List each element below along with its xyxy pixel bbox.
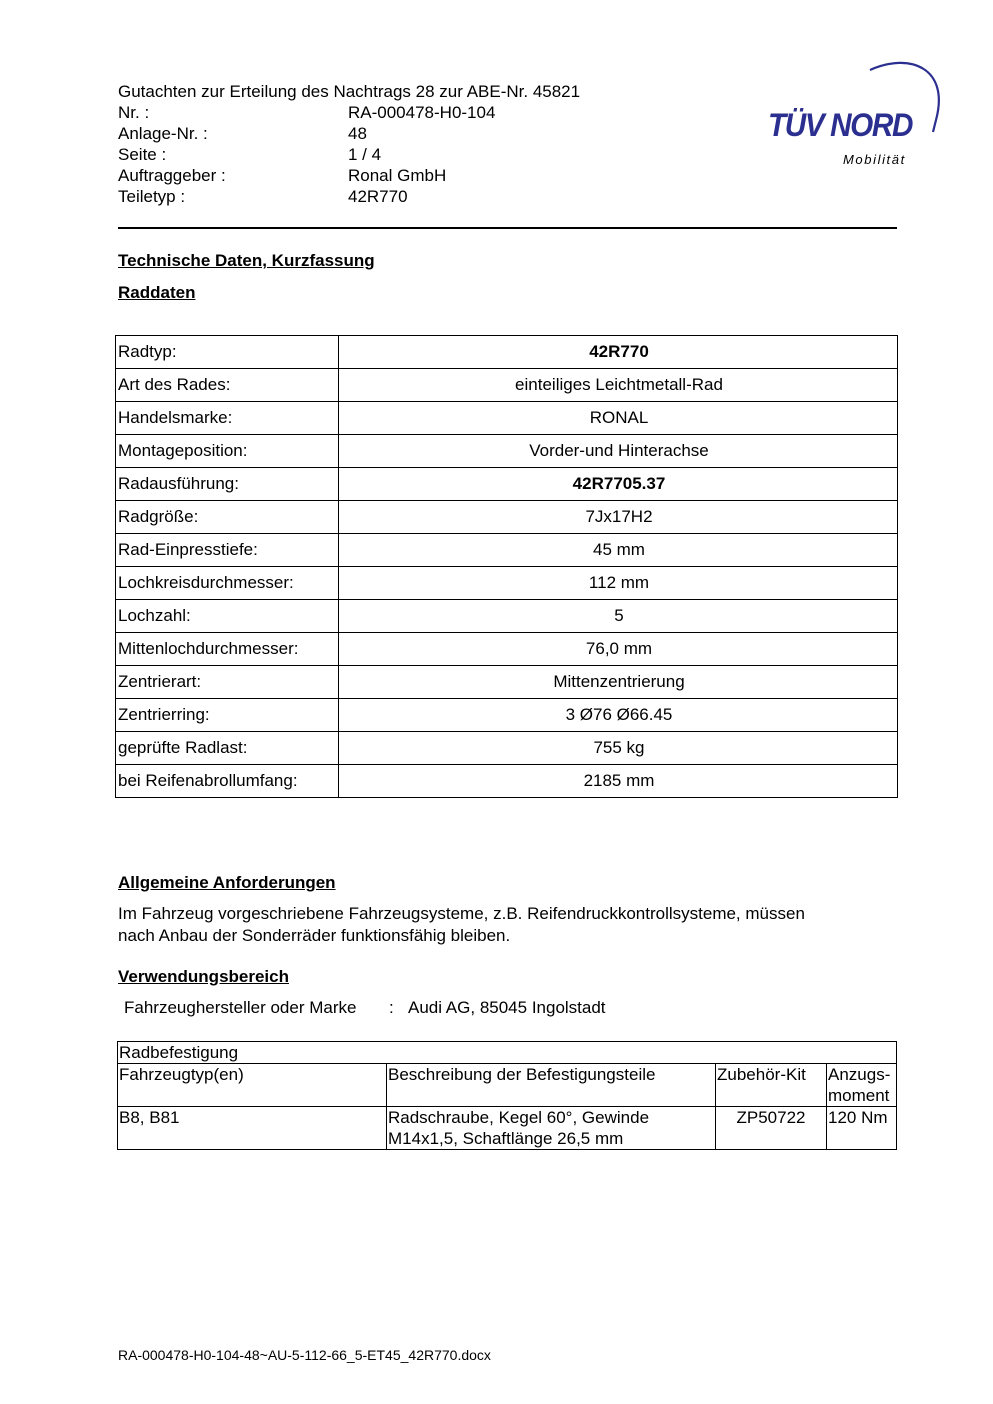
row-key: Radausführung:: [116, 468, 339, 501]
allgemein-text: [118, 903, 888, 947]
column-header-moment: [827, 1064, 897, 1107]
column-header-kit: Zubehör-Kit: [716, 1064, 827, 1107]
section-title: Technische Daten, Kurzfassung: [118, 251, 375, 270]
tuev-nord-logo-icon: [760, 58, 950, 173]
row-value: RONAL: [339, 402, 898, 435]
row-key: Rad-Einpresstiefe:: [116, 534, 339, 567]
verwendung-heading: Verwendungsbereich: [118, 967, 289, 986]
table-header-row: [118, 1064, 897, 1107]
logo-subtitle: Mobilität: [843, 152, 906, 167]
table-row: [116, 699, 898, 732]
table-row: [116, 600, 898, 633]
row-value: 112 mm: [339, 567, 898, 600]
row-key: Handelsmarke:: [116, 402, 339, 435]
table-title-row: [118, 1042, 897, 1064]
allgemein-heading: Allgemeine Anforderungen: [118, 873, 336, 892]
cell-moment: 120 Nm: [827, 1107, 897, 1150]
header-value: 48: [348, 124, 367, 143]
logo-brand-text: TÜV NORD: [768, 107, 914, 143]
table-row: [116, 336, 898, 369]
hersteller-label: Fahrzeughersteller oder Marke: [124, 998, 357, 1017]
document-header: [118, 81, 580, 207]
row-value: 76,0 mm: [339, 633, 898, 666]
cell-beschreibung: [387, 1107, 716, 1150]
hersteller-separator: :: [389, 998, 394, 1017]
raddaten-table: [115, 335, 898, 798]
allgemein-line: nach Anbau der Sonderräder funktionsfähig bleiben.: [118, 926, 511, 945]
header-value: Ronal GmbH: [348, 166, 447, 185]
row-value: 5: [339, 600, 898, 633]
row-key: Lochkreisdurchmesser:: [116, 567, 339, 600]
table-row: [116, 567, 898, 600]
header-value: 42R770: [348, 187, 408, 206]
header-row-teiletyp: [118, 186, 580, 207]
table-row: [116, 666, 898, 699]
row-value: 3 Ø76 Ø66.45: [339, 699, 898, 732]
row-value: 45 mm: [339, 534, 898, 567]
row-value: einteiliges Leichtmetall-Rad: [339, 369, 898, 402]
row-value: 2185 mm: [339, 765, 898, 798]
header-label: Seite :: [118, 145, 167, 164]
header-divider: [118, 227, 897, 229]
header-label: Nr. :: [118, 103, 150, 122]
table-row: [116, 501, 898, 534]
allgemein-line: Im Fahrzeug vorgeschriebene Fahrzeugsysteme, z.B. Reifendruckkontrollsysteme, müssen: [118, 904, 805, 923]
column-header-moment-line: Anzugs-: [828, 1065, 891, 1084]
header-label: Anlage-Nr. :: [118, 124, 208, 143]
tuev-nord-logo: [760, 58, 950, 173]
row-key: Lochzahl:: [116, 600, 339, 633]
table-row: [116, 468, 898, 501]
cell-kit: ZP50722: [716, 1107, 827, 1150]
column-header-moment-line: moment: [828, 1086, 890, 1105]
column-header-typ: Fahrzeugtyp(en): [118, 1064, 387, 1107]
table-row: [116, 435, 898, 468]
footer-filename: RA-000478-H0-104-48~AU-5-112-66_5-ET45_42R770.docx: [118, 1347, 491, 1363]
row-key: Zentrierring:: [116, 699, 339, 732]
table-row: [116, 369, 898, 402]
table-row: [116, 765, 898, 798]
raddaten-heading: Raddaten: [118, 283, 196, 302]
table-row: [118, 1107, 897, 1150]
row-key: geprüfte Radlast:: [116, 732, 339, 765]
table-row: [116, 534, 898, 567]
hersteller-value: Audi AG, 85045 Ingolstadt: [408, 998, 606, 1017]
row-value: 7Jx17H2: [339, 501, 898, 534]
cell-beschreibung-line: Radschraube, Kegel 60°, Gewinde: [388, 1108, 650, 1127]
radbefestigung-table: [117, 1041, 897, 1150]
row-value: Vorder-und Hinterachse: [339, 435, 898, 468]
header-row-auftraggeber: [118, 165, 580, 186]
row-value: 42R7705.37: [339, 468, 898, 501]
row-value: 42R770: [339, 336, 898, 369]
header-row-nr: [118, 102, 580, 123]
table-row: [116, 402, 898, 435]
row-value: 755 kg: [339, 732, 898, 765]
row-key: Radgröße:: [116, 501, 339, 534]
cell-beschreibung-line: M14x1,5, Schaftlänge 26,5 mm: [388, 1129, 624, 1148]
header-value: 1 / 4: [348, 145, 382, 164]
row-key: Radtyp:: [116, 336, 339, 369]
table-title: Radbefestigung: [118, 1042, 897, 1064]
header-label: Auftraggeber :: [118, 166, 226, 185]
hersteller-line: [124, 998, 606, 1018]
header-label: Teiletyp :: [118, 187, 186, 206]
row-key: Art des Rades:: [116, 369, 339, 402]
table-row: [116, 732, 898, 765]
row-value: Mittenzentrierung: [339, 666, 898, 699]
row-key: Montageposition:: [116, 435, 339, 468]
cell-typ: B8, B81: [118, 1107, 387, 1150]
document-title: Gutachten zur Erteilung des Nachtrags 28 zur ABE-Nr. 45821: [118, 82, 581, 101]
header-row-anlage: [118, 123, 580, 144]
row-key: bei Reifenabrollumfang:: [116, 765, 339, 798]
column-header-beschreibung: Beschreibung der Befestigungsteile: [387, 1064, 716, 1107]
row-key: Zentrierart:: [116, 666, 339, 699]
header-value: RA-000478-H0-104: [348, 103, 496, 122]
row-key: Mittenlochdurchmesser:: [116, 633, 339, 666]
header-row-seite: [118, 144, 580, 165]
table-row: [116, 633, 898, 666]
